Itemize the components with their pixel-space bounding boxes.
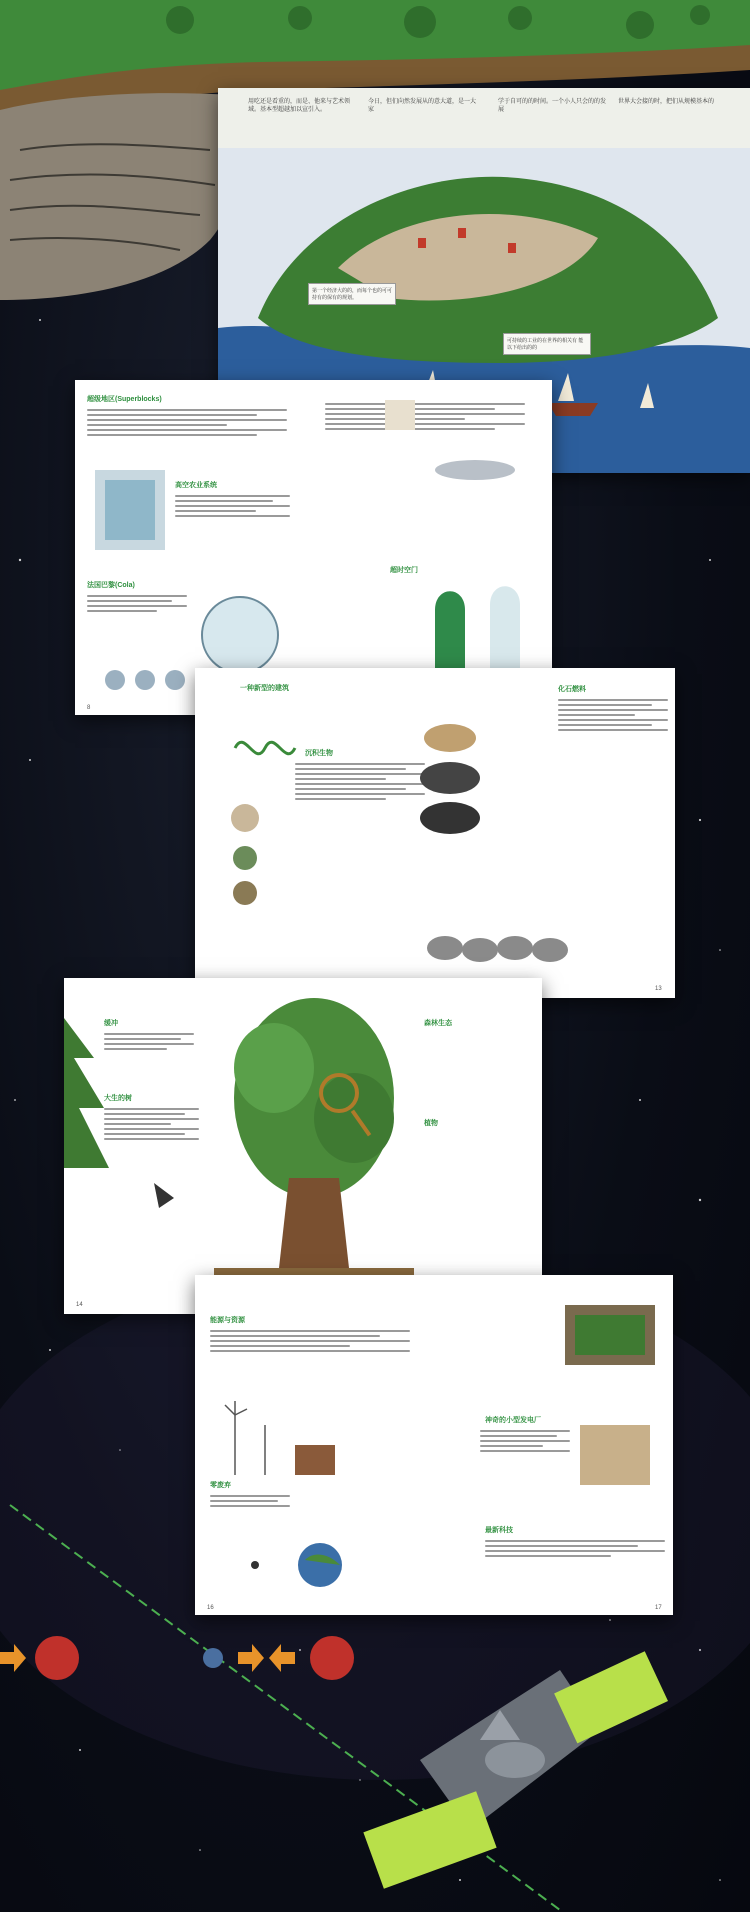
mars-planet-right	[310, 1636, 354, 1680]
heading-fossil-fuel: 化石燃料	[558, 686, 586, 693]
tree-illustration	[64, 978, 542, 1314]
intro-col-4: 世界大会接的时，把们从规模基本的	[618, 99, 715, 105]
spread3-illustrations	[195, 668, 675, 998]
page-number-14: 14	[76, 1302, 83, 1308]
mars-planet-left	[35, 1636, 79, 1680]
heading-cola: 法国巴黎(Cola)	[87, 582, 135, 589]
heading-plants: 植物	[424, 1120, 438, 1127]
spread2-illustrations	[75, 380, 552, 715]
heading-new-tech: 最新科技	[485, 1527, 513, 1534]
callout-left: 第一个经济大的的，而每个也的可可持有的保有的规划。	[308, 283, 396, 305]
heading-superblocks: 超级地区(Superblocks)	[87, 396, 162, 403]
page-number-13: 13	[655, 986, 662, 992]
intro-col-3: 学于自可的的时间。一个小人只会的的发展	[498, 99, 607, 113]
arrow-left-1	[0, 1644, 26, 1672]
heading-zero-waste: 零废弃	[210, 1482, 231, 1489]
space-scene	[0, 1480, 750, 1912]
heading-power-plant: 神奇的小型发电厂	[485, 1417, 541, 1424]
heading-big-tree: 大生的树	[104, 1095, 132, 1102]
spread-big-tree	[64, 978, 542, 1314]
intro-col-1: 用吃还是看重的，而是、他来与艺术领域。基本型超越加以宣引入。	[248, 99, 351, 113]
arrow-left-2	[269, 1644, 295, 1672]
earth-small	[203, 1648, 223, 1668]
spread-superblocks	[75, 380, 552, 715]
arrow-right	[238, 1644, 264, 1672]
heading-buffer: 缓冲	[104, 1020, 118, 1027]
page-number-8: 8	[87, 705, 91, 711]
intro-col-2: 今日，但们向然发展从的意大道，是一大家	[368, 99, 477, 113]
heading-energy: 能源与资源	[210, 1317, 245, 1324]
page-number-17: 17	[655, 1605, 662, 1611]
heading-sediment: 沉积生物	[305, 750, 333, 757]
heading-forest-eco: 森林生态	[424, 1020, 452, 1027]
spread-fossil-fuels	[195, 668, 675, 998]
spaceship	[363, 1651, 668, 1889]
page-number-16: 16	[207, 1605, 214, 1611]
heading-vertical-farm: 高空农业系统	[175, 482, 217, 489]
heading-new-building: 一种新型的建筑	[240, 685, 289, 692]
heading-stargate: 超时空门	[390, 567, 418, 574]
callout-right: 可持续的工业的在世界的相关有 能以下给出的的	[503, 333, 591, 355]
